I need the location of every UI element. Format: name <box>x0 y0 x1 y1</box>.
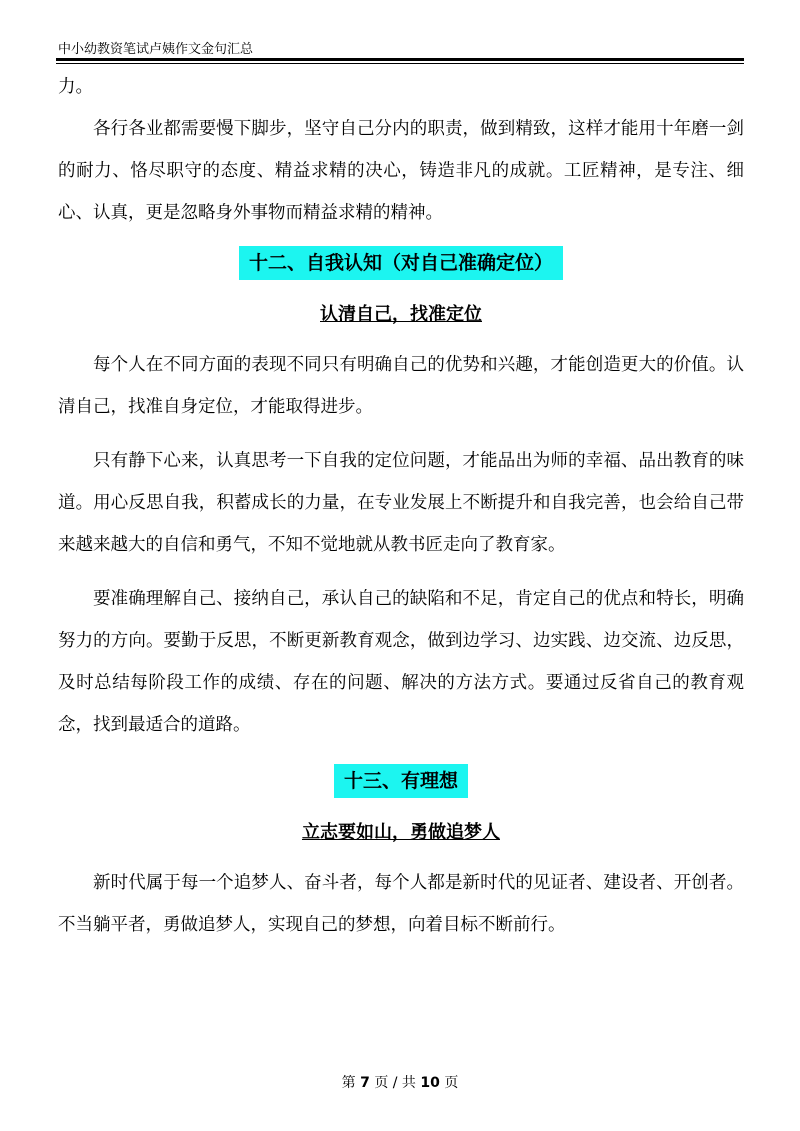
header-rule-thick <box>56 58 744 61</box>
footer-suffix: 页 <box>444 1075 459 1091</box>
footer-total-pages: 10 <box>420 1075 440 1091</box>
section-12-title: 十二、自我认知（对自己准确定位） <box>239 246 563 280</box>
header-title: 中小幼教资笔试卢姨作文金句汇总 <box>58 42 254 57</box>
section-12-paragraph-1: 每个人在不同方面的表现不同只有明确自己的优势和兴趣，才能创造更大的价值。认清自己，找准自身定位，才能取得进步。 <box>58 355 744 417</box>
page-content <box>58 66 744 946</box>
section-12-paragraph-3: 要准确理解自己、接纳自己，承认自己的缺陷和不足，肯定自己的优点和特长，明确努力的方向。要勤于反思，不断更新教育观念，做到边学习、边实践、边交流、边反思，及时总结每阶段工作的成绩、存在的问题、解决的方法方式。要通过反省自己的教育观念，找到最适合的道路。 <box>58 589 744 735</box>
paragraph-craftsman: 各行各业都需要慢下脚步，坚守自己分内的职责，做到精致，这样才能用十年磨一剑的耐力、恪尽职守的态度、精益求精的决心，铸造非凡的成就。工匠精神，是专注、细心、认真，更是忽略身外事物而精益求精的精神。 <box>58 119 744 223</box>
continuation-text: 力。 <box>58 77 93 97</box>
section-12-paragraph-2: 只有静下心来，认真思考一下自我的定位问题，才能品出为师的幸福、品出教育的味道。用心反思自我，积蓄成长的力量，在专业发展上不断提升和自我完善，也会给自己带来越来越大的自信和勇气，不知不觉地就从教书匠走向了教育家。 <box>58 451 744 555</box>
footer-mid: 页 / 共 <box>374 1075 416 1091</box>
section-12-heading-wrap <box>58 246 744 280</box>
section-13-title: 十三、有理想 <box>334 764 468 798</box>
footer-prefix: 第 <box>341 1075 356 1091</box>
header-rule-thin <box>56 63 744 64</box>
footer-page-number: 7 <box>360 1075 370 1091</box>
page-header <box>56 36 744 64</box>
section-13-heading-wrap <box>58 764 744 798</box>
page-footer <box>0 1072 800 1092</box>
section-12-subtitle: 认清自己，找准定位 <box>320 304 482 325</box>
section-13-subtitle: 立志要如山，勇做追梦人 <box>302 822 500 843</box>
section-13-paragraph-1: 新时代属于每一个追梦人、奋斗者，每个人都是新时代的见证者、建设者、开创者。不当躺平者，勇做追梦人，实现自己的梦想，向着目标不断前行。 <box>58 873 744 935</box>
